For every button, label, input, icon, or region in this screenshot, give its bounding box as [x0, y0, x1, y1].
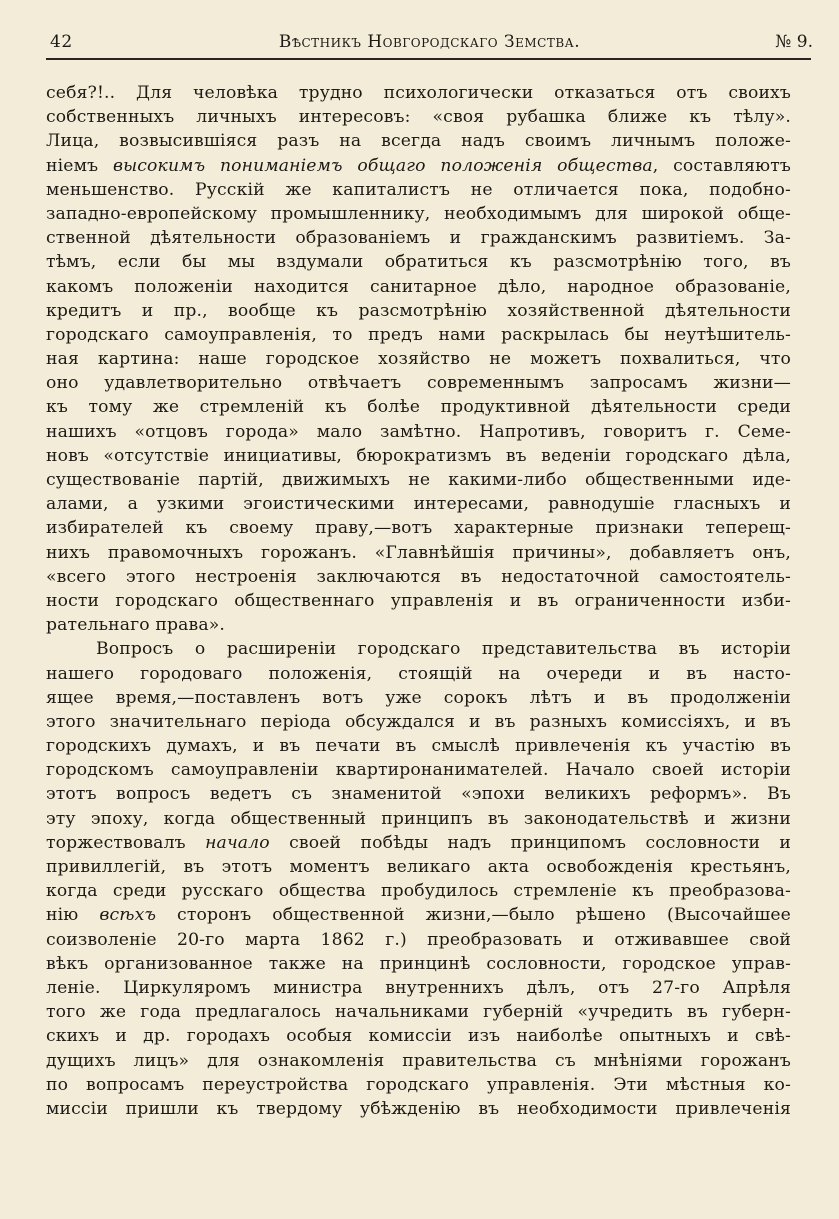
text-segment: , составляютъ	[652, 155, 791, 176]
text-line: городскихъ думахъ, и въ печати въ смыслѣ привлеченія къ участію въ	[46, 736, 791, 757]
text-line: Вопросъ о расширеніи городскаго представительства въ исторіи	[96, 639, 791, 660]
text-segment: сторонъ общественной жизни,—было рѣшено (Высочайшее	[156, 905, 791, 926]
text-line: рательнаго права».	[46, 615, 226, 636]
text-line: алами, а узкими эгоистическими интересами, равнодушіе гласныхъ и	[46, 494, 791, 515]
italic-emphasis: начало	[205, 832, 270, 853]
text-segment: ніемъ	[46, 155, 113, 176]
text-segment: торжествовалъ	[46, 832, 206, 853]
text-line: соизволеніе 20-го марта 1862 г.) преобразовать и отживавшее свой	[46, 929, 791, 950]
italic-emphasis: высокимъ пониманіемъ общаго положенія общества	[112, 155, 653, 176]
text-line	[46, 831, 791, 855]
text-line: нашихъ «отцовъ города» мало замѣтно. Напротивъ, говоритъ г. Семе-	[46, 421, 791, 442]
text-line: нихъ правомочныхъ горожанъ. «Главнѣйшія причины», добавляетъ онъ,	[46, 542, 791, 563]
text-line: нашего городоваго положенія, стоящій на очереди и въ насто-	[46, 663, 791, 684]
text-line: западно-европейскому промышленнику, необходимымъ для широкой обще-	[46, 203, 791, 224]
text-line: городскомъ самоуправленіи квартиронанимателей. Начало своей исторіи	[46, 760, 791, 781]
header-rule	[46, 58, 811, 60]
running-header	[46, 30, 813, 58]
text-line: существованіе партій, движимыхъ не какими-либо общественными иде-	[46, 470, 791, 490]
text-line: ная картина: наше городское хозяйство не можетъ похвалиться, что	[46, 349, 791, 370]
text-line: кредитъ и пр., вообще къ разсмотрѣнію хозяйственной дѣятельности	[46, 300, 791, 321]
journal-title: Вѣстникъ Новгородскаго Земства.	[278, 32, 581, 52]
text-line: ящее время,—поставленъ вотъ уже сорокъ лѣтъ и въ продолженіи	[46, 687, 791, 708]
page-number: 42	[50, 32, 73, 52]
text-line: ности городскаго общественнаго управленія и въ ограниченности изби-	[46, 590, 791, 611]
text-line: ственной дѣятельности образованіемъ и гражданскимъ развитіемъ. За-	[46, 228, 791, 249]
text-line: леніе. Циркуляромъ министра внутреннихъ дѣлъ, отъ 27-го Апрѣля	[46, 977, 791, 998]
text-line: избирателей къ своему праву,—вотъ характерные признаки теперещ-	[46, 518, 791, 539]
text-line: себя?!.. Для человѣка трудно психологически отказаться отъ своихъ	[46, 83, 791, 103]
text-line: меньшенство. Русскій же капиталистъ не отличается пока, подобно-	[46, 179, 791, 200]
text-line	[46, 903, 791, 927]
issue-number: № 9.	[775, 32, 813, 52]
text-line: эту эпоху, когда общественный принципъ въ законодательствѣ и жизни	[46, 808, 791, 829]
text-line: миссіи пришли къ твердому убѣжденію въ необходимости привлеченія	[46, 1098, 791, 1119]
text-line	[46, 154, 791, 178]
text-line: оно удавлетворительно отвѣчаетъ современнымъ запросамъ жизни—	[46, 373, 791, 394]
text-line: собственныхъ личныхъ интересовъ: «своя рубашка ближе къ тѣлу».	[46, 107, 791, 128]
text-line: къ тому же стремленій къ болѣе продуктивной дѣятельности среди	[46, 397, 791, 418]
text-line: какомъ положеніи находится санитарное дѣло, народное образованіе,	[46, 276, 791, 297]
text-line: городскаго самоуправленія, то предъ нами раскрылась бы неутѣшитель-	[46, 324, 791, 345]
text-line: того же года предлагалось начальниками губерній «учредить въ губерн-	[46, 1002, 791, 1023]
text-line: скихъ и др. городахъ особыя комиссіи изъ наиболѣе опытныхъ и свѣ-	[46, 1026, 791, 1047]
text-line: дущихъ лицъ» для ознакомленія правительства съ мнѣніями горожанъ	[46, 1050, 791, 1071]
text-line: тѣмъ, если бы мы вздумали обратиться къ разсмотрѣнію того, въ	[46, 252, 791, 273]
text-line: когда среди русскаго общества пробудилось стремленіе къ преобразова-	[46, 881, 791, 902]
italic-emphasis: всѣхъ	[99, 905, 157, 926]
text-segment: нію	[46, 905, 100, 926]
text-line: Лица, возвысившіяся разъ на всегда надъ своимъ личнымъ положе-	[46, 131, 791, 152]
text-line: вѣкъ организованное также на принцинѣ сословности, городское управ-	[46, 953, 791, 974]
text-line: новъ «отсутствіе инициативы, бюрократизмъ въ веденіи городскаго дѣла,	[46, 445, 791, 466]
text-line: этотъ вопросъ ведетъ съ знаменитой «эпохи великихъ реформъ». Въ	[46, 784, 791, 805]
text-segment: своей побѣды надъ принципомъ сословности и	[269, 832, 791, 853]
text-line: по вопросамъ переустройства городскаго управленія. Эти мѣстныя ко-	[46, 1074, 791, 1095]
text-line: этого значительнаго періода обсуждался и въ разныхъ комиссіяхъ, и въ	[46, 711, 791, 732]
text-line: «всего этого нестроенія заключаются въ недостаточной самостоятель-	[46, 566, 791, 587]
body-text	[46, 81, 791, 1121]
text-line: привиллегій, въ этотъ моментъ великаго акта освобожденія крестьянъ,	[46, 857, 791, 877]
